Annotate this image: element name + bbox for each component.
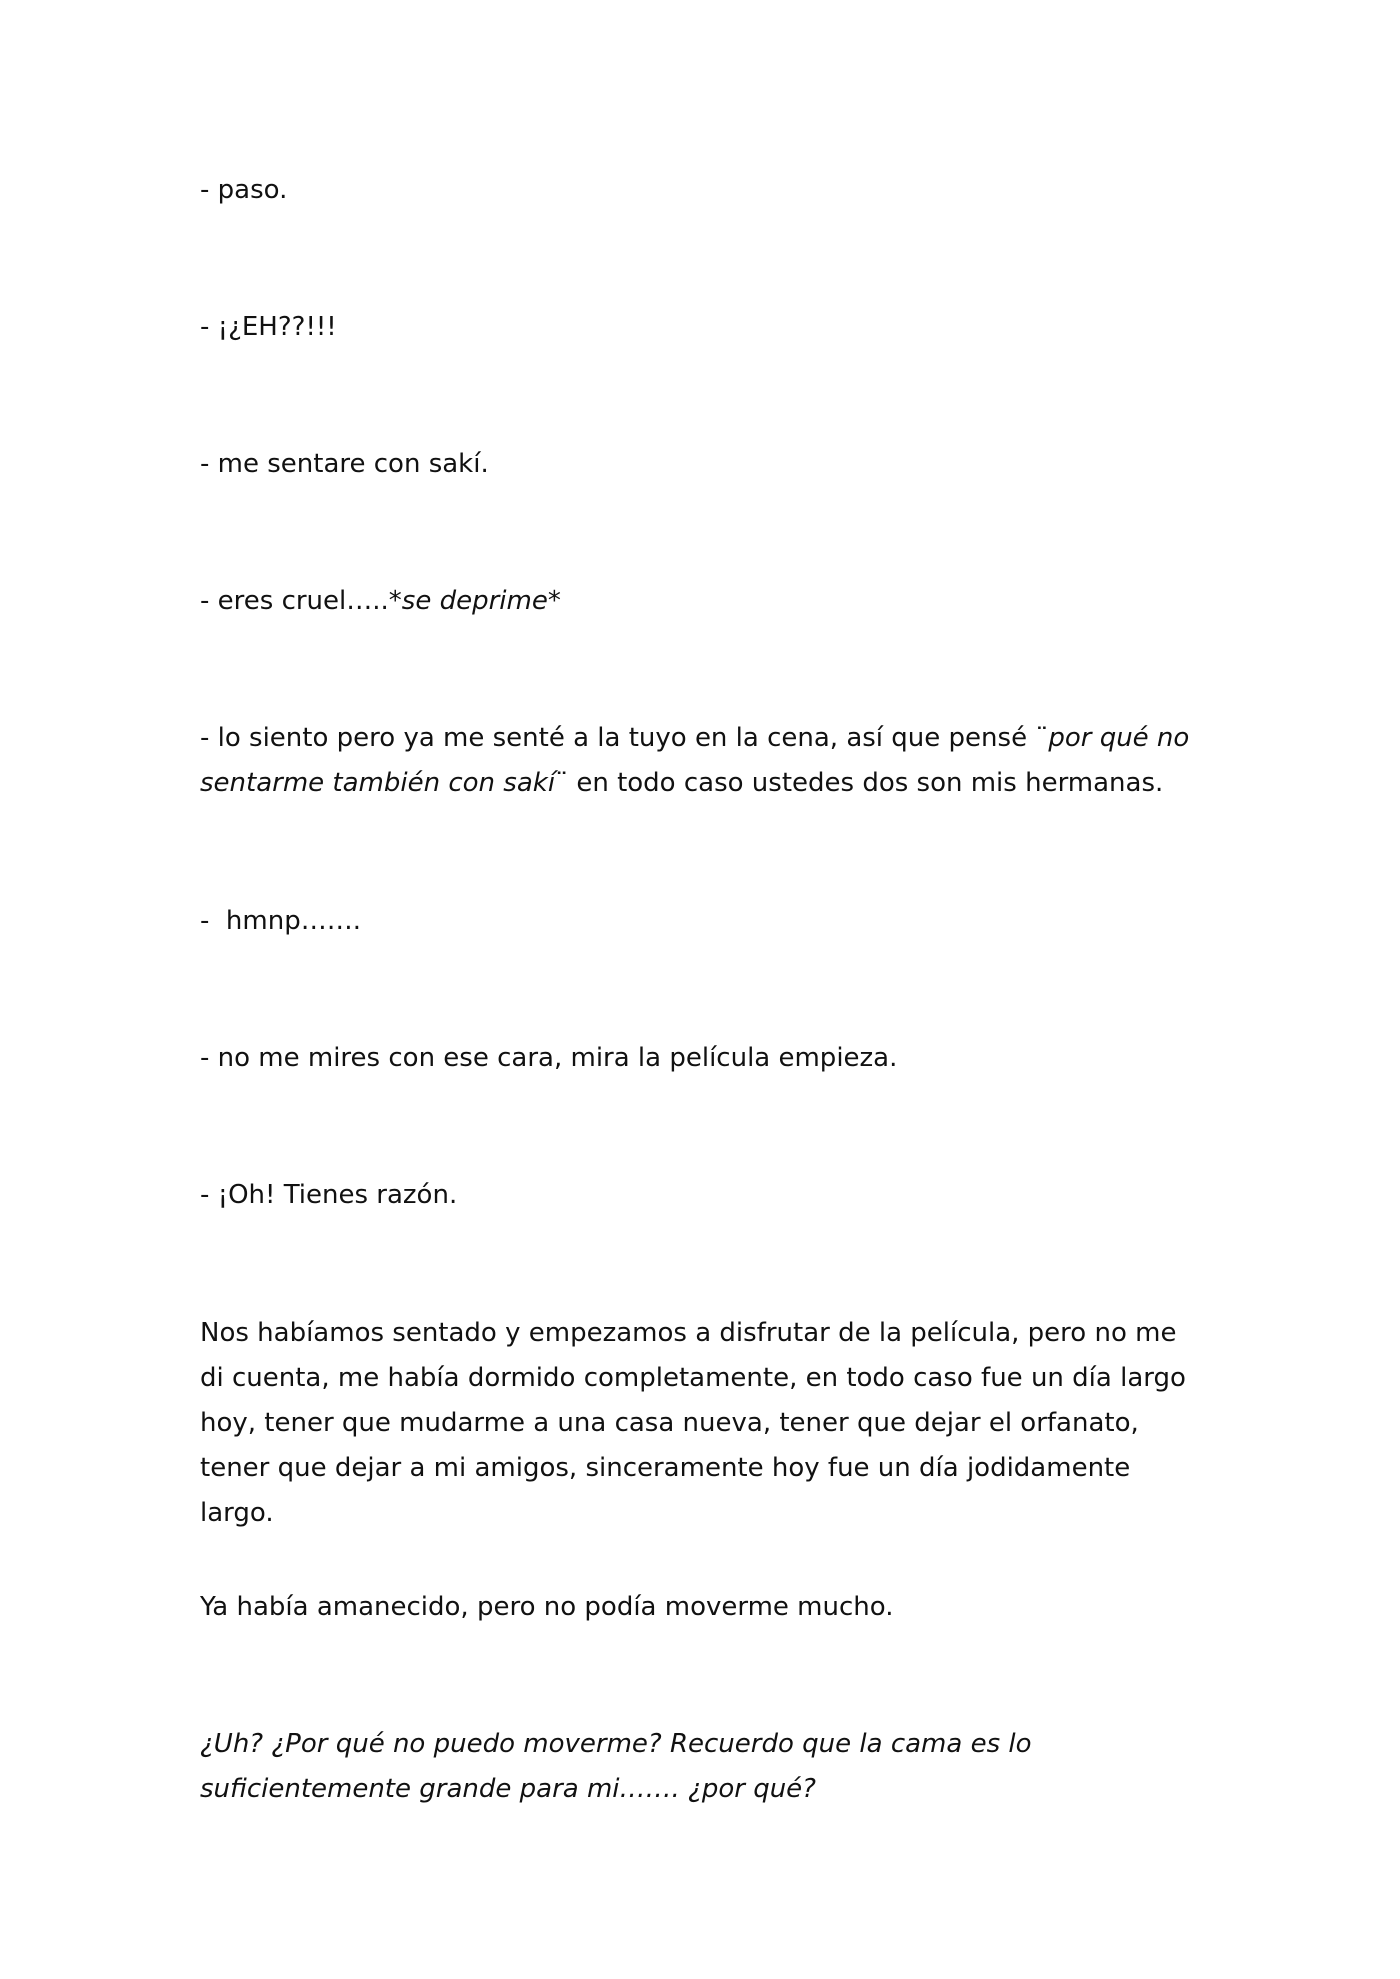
dialogue-line-eh: - ¡¿EH??!!!: [200, 312, 337, 342]
dialogue-line-hmnp: - hmnp…….: [200, 906, 361, 936]
narration-paragraph: Ya había amanecido, pero no podía moverme mucho.: [200, 1592, 894, 1622]
dialogue-text: - eres cruel…..: [200, 586, 389, 616]
action-text: *se deprime*: [388, 586, 561, 616]
dialogue-line-lo-siento: [200, 716, 1200, 806]
dialogue-line-paso: - paso.: [200, 175, 288, 205]
dialogue-line-no-me-mires: - no me mires con ese cara, mira la película empieza.: [200, 1043, 898, 1073]
dialogue-line-oh: - ¡Oh! Tienes razón.: [200, 1180, 458, 1210]
dialogue-line-sentare: - me sentare con sakí.: [200, 449, 489, 479]
dialogue-text: - lo siento pero ya me senté a la tuyo en la cena, así que pensé ¨: [200, 723, 1049, 753]
dialogue-line-cruel: [200, 579, 1200, 624]
narration-paragraph: Nos habíamos sentado y empezamos a disfrutar de la película, pero no me di cuenta, me había dormido completamente, en todo caso fue un día largo hoy, tener que mudarme a una casa nueva, tener que dejar el orfanato, tener que dejar a mi amigos, sinceramente hoy fue un día jodidamente largo.: [200, 1318, 1195, 1528]
thought-text: por qué no sentarme también con sakí: [200, 723, 1198, 798]
dialogue-text: ¨ en todo caso ustedes dos son mis hermanas.: [555, 768, 1164, 798]
thought-paragraph: ¿Uh? ¿Por qué no puedo moverme? Recuerdo que la cama es lo suficientemente grande para mi……. ¿por qué?: [200, 1729, 1040, 1804]
